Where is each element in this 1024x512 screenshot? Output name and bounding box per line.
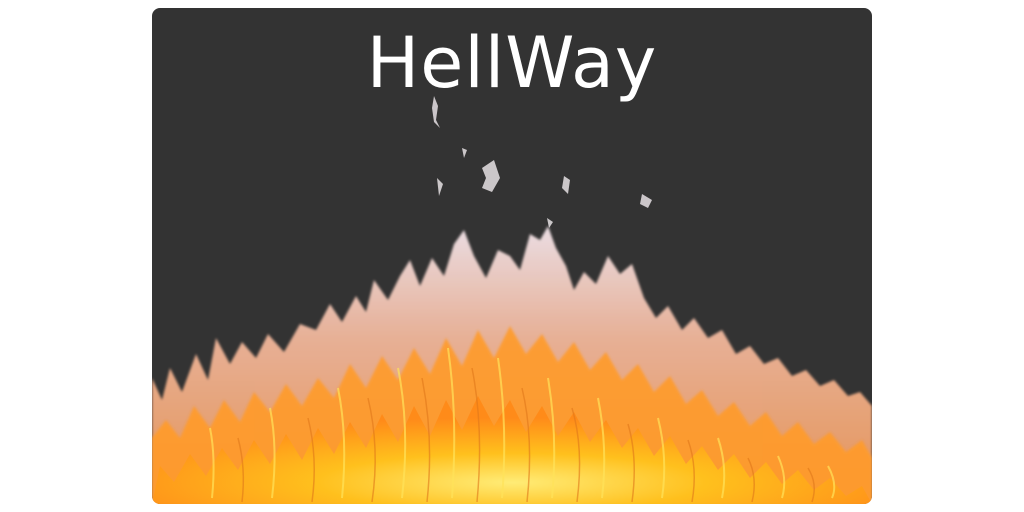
smoke-wisps	[432, 96, 652, 228]
title-card	[152, 8, 872, 504]
fire-flames-icon	[152, 8, 872, 504]
game-title: HellWay	[366, 22, 658, 104]
